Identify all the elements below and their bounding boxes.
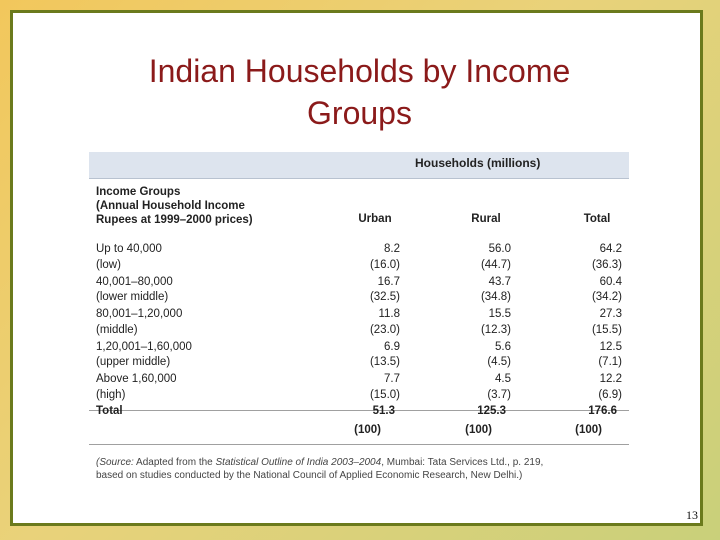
cell-value: 43.7	[488, 275, 511, 288]
households-header: Households (millions)	[415, 156, 541, 170]
cell-value: 27.3	[599, 308, 622, 320]
income-group-label	[96, 242, 162, 273]
cell-urban	[340, 275, 400, 306]
income-group-label	[96, 340, 192, 371]
cell-urban	[340, 307, 400, 338]
cell-percent: (34.2)	[591, 291, 622, 303]
source-line-2: based on studies conducted by the National Council of Applied Economic Research, New Delhi.)	[96, 470, 523, 481]
cell-rural	[451, 372, 511, 403]
cell-value: 6.9	[384, 340, 400, 353]
cell-percent: (36.3)	[591, 258, 622, 271]
column-header-rural: Rural	[471, 213, 501, 225]
cell-urban	[340, 242, 400, 273]
title-line-2: Groups	[307, 95, 412, 131]
cell-urban	[340, 372, 400, 403]
cell-percent: (4.5)	[487, 356, 511, 368]
cell-rural	[451, 275, 511, 306]
income-groups-header-line: Income Groups	[96, 186, 181, 198]
cell-value: 8.2	[384, 243, 400, 255]
income-class: (lower middle)	[96, 291, 169, 303]
income-class: (low)	[96, 258, 121, 271]
cell-value: 12.5	[599, 340, 622, 353]
cell-percent: (6.9)	[598, 388, 622, 401]
column-header-urban: Urban	[358, 213, 392, 225]
income-class: (upper middle)	[96, 356, 171, 368]
cell-value: 11.8	[378, 308, 400, 320]
cell-value: 15.5	[488, 308, 511, 320]
income-table	[89, 152, 629, 485]
cell-value: 12.2	[599, 373, 622, 385]
income-class: (high)	[96, 388, 126, 401]
cell-total	[562, 340, 622, 371]
total-urban: 51.3	[372, 405, 395, 417]
income-group-label	[96, 307, 182, 338]
income-range: Up to 40,000	[96, 243, 162, 255]
income-range: 80,001–1,20,000	[96, 308, 183, 320]
total-label: Total	[96, 405, 123, 417]
cell-value: 56.0	[488, 243, 511, 255]
title-line-1: Indian Households by Income	[148, 53, 571, 89]
income-class: (middle)	[96, 323, 138, 336]
cell-percent: (7.1)	[598, 356, 622, 368]
cell-percent: (44.7)	[480, 258, 511, 271]
page-number: 13	[686, 508, 698, 522]
cell-rural	[451, 242, 511, 273]
cell-percent: (23.0)	[369, 323, 400, 336]
cell-rural	[451, 307, 511, 338]
cell-rural	[451, 340, 511, 371]
income-groups-header-line: (Annual Household Income	[96, 200, 245, 212]
cell-percent: (3.7)	[487, 388, 511, 401]
slide-title	[0, 50, 719, 134]
cell-percent: (13.5)	[369, 356, 400, 368]
income-range: Above 1,60,000	[96, 373, 177, 385]
source-prefix: (Source:	[96, 457, 134, 468]
source-note	[96, 456, 626, 482]
cell-percent: (34.8)	[480, 291, 511, 303]
total-urban-pct: (100)	[354, 424, 381, 436]
total-total: 176.6	[588, 405, 617, 417]
cell-urban	[340, 340, 400, 371]
total-rural: 125.3	[477, 405, 506, 417]
cell-value: 7.7	[384, 373, 400, 385]
cell-total	[562, 307, 622, 338]
source-rest: , Mumbai: Tata Services Ltd., p. 219,	[381, 457, 544, 468]
total-total-pct: (100)	[575, 424, 602, 436]
cell-total	[562, 372, 622, 403]
total-rural-pct: (100)	[465, 424, 492, 436]
cell-percent: (16.0)	[369, 258, 400, 271]
source-title: Statistical Outline of India 2003–2004	[215, 457, 382, 468]
cell-value: 60.4	[599, 275, 622, 288]
cell-value: 64.2	[599, 243, 622, 255]
column-header-total: Total	[583, 213, 611, 225]
cell-percent: (15.0)	[369, 388, 400, 401]
cell-percent: (15.5)	[591, 323, 622, 336]
income-range: 40,001–80,000	[96, 275, 173, 288]
households-header-band	[89, 152, 629, 179]
cell-value: 16.7	[377, 275, 400, 288]
divider	[89, 444, 629, 445]
cell-percent: (12.3)	[480, 323, 511, 336]
cell-total	[562, 242, 622, 273]
cell-value: 5.6	[495, 340, 511, 353]
source-mid: Adapted from the	[133, 457, 216, 468]
income-groups-header-line: Rupees at 1999–2000 prices)	[96, 214, 253, 226]
cell-value: 4.5	[495, 373, 511, 385]
income-range: 1,20,001–1,60,000	[96, 340, 192, 353]
cell-total	[562, 275, 622, 306]
income-groups-header	[96, 185, 346, 227]
cell-percent: (32.5)	[369, 291, 400, 303]
income-group-label	[96, 372, 177, 403]
income-group-label	[96, 275, 173, 306]
